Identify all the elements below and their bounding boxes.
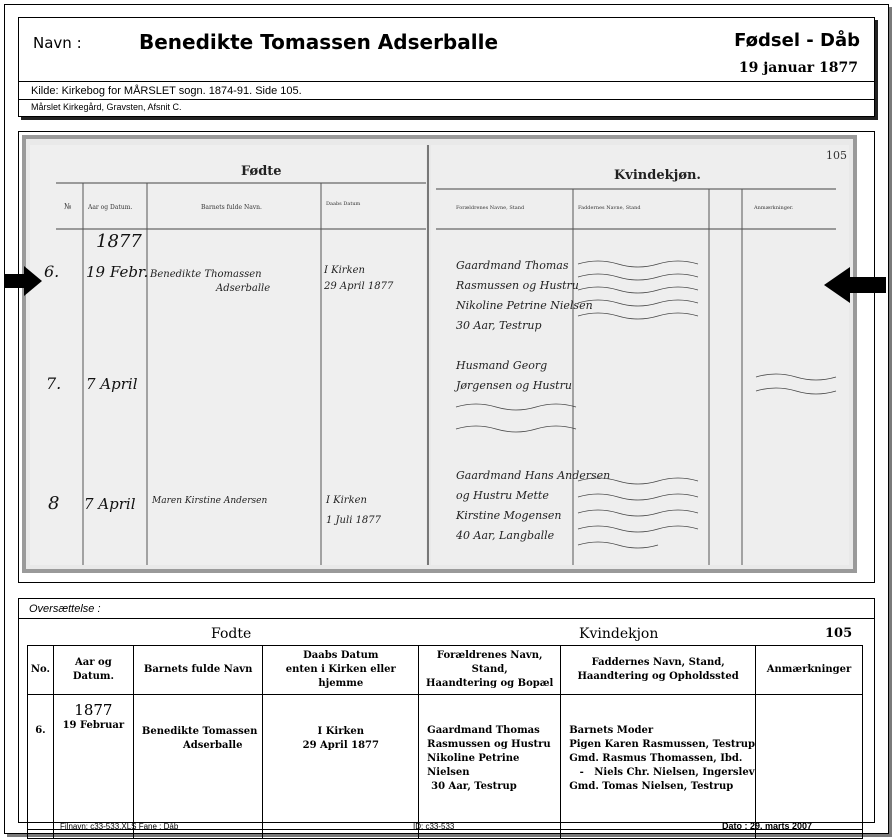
scan-entry-name: Adserballe [216, 283, 271, 294]
divider [19, 81, 874, 82]
name-label: Navn : [33, 34, 82, 52]
table-header-row [28, 646, 863, 695]
header-panel [18, 17, 875, 117]
scan-entry-date: 19 Febr. [86, 263, 149, 281]
scan-col-date: Aar og Datum. [88, 204, 133, 211]
cell-year: 1877 [74, 701, 113, 719]
scan-entry-parents: Jørgensen og Hustru [456, 379, 572, 392]
cell-baptism: I Kirken 29 April 1877 [263, 695, 419, 830]
cell-parents: Gaardmand Thomas Rasmussen og Hustru Nikoline Petrine Nielsen 30 Aar, Testrup [419, 695, 561, 830]
scan-entry-parents: Husmand Georg [456, 359, 548, 372]
scan-entry-name: Benedikte Thomassen [150, 269, 262, 280]
translation-heading-kvindekjon: Kvindekjon [579, 626, 659, 642]
scan-entry-no: 6. [44, 262, 60, 281]
scan-entry-no: 8 [48, 493, 60, 514]
cell-notes [756, 695, 863, 830]
translation-table [27, 645, 863, 839]
scan-entry-parents: Nikoline Petrine Nielsen [456, 299, 593, 312]
cell-date [53, 695, 133, 830]
scan-heading-left: Fødte [241, 164, 282, 179]
footer-id: ID: c33-533 [413, 822, 455, 831]
scan-entry-parents: Gaardmand Hans Andersen [456, 469, 611, 482]
document-type: Fødsel - Dåb [734, 30, 860, 51]
arrow-left-icon [824, 267, 886, 303]
cell-no: 6. [28, 695, 54, 830]
scan-entry-parents: 30 Aar, Testrup [456, 319, 542, 332]
scan-col-parents: Forældrenes Navne, Stand [456, 205, 525, 211]
col-header-date: Aar og Datum. [53, 646, 133, 695]
col-header-godparents: Faddernes Navn, Stand, Haandtering og Opholdssted [561, 646, 756, 695]
col-header-name: Barnets fulde Navn [133, 646, 263, 695]
cell-day: 19 Februar [62, 720, 125, 731]
divider [19, 618, 874, 619]
scan-col-notes: Anmærkninger. [754, 205, 794, 211]
table-row [28, 695, 863, 830]
scan-entry-parents: 40 Aar, Langballe [456, 529, 555, 542]
scan-panel [18, 131, 875, 583]
divider [19, 99, 874, 100]
church-book-scan [22, 135, 857, 573]
scan-entry-year: 1877 [96, 231, 142, 252]
scan-entry-baptism: 1 Juli 1877 [326, 515, 382, 526]
translation-page-number: 105 [825, 626, 853, 641]
translation-heading-fodte: Fodte [211, 626, 252, 642]
footer-filename: Filnavn: c33-533.XLS Fane : Dåb [60, 822, 179, 831]
col-header-no: No. [28, 646, 54, 695]
scan-entry-parents: Kirstine Mogensen [456, 509, 562, 522]
scan-entry-parents: Rasmussen og Hustru [456, 279, 579, 292]
arrow-right-icon [4, 266, 42, 296]
translation-label: Oversættelse : [29, 603, 101, 615]
scan-entry-baptism: 29 April 1877 [324, 281, 394, 292]
burial-place: Mårslet Kirkegård, Gravsten, Afsnit C. [31, 102, 182, 112]
cell-godparents: Barnets Moder Pigen Karen Rasmussen, Testrup Gmd. Rasmus Thomassen, Ibd. - Niels Chr. Nielsen, Ingerslev Gmd. Tomas Nielsen, Testrup [561, 695, 756, 830]
scan-heading-right: Kvindekjøn. [614, 168, 701, 183]
scan-entry-name: Maren Kirstine Andersen [152, 496, 268, 506]
scan-col-baptism: Daabs Datum [326, 201, 361, 207]
scan-entry-date: 7 April [86, 375, 138, 393]
scan-col-name: Barnets fulde Navn. [201, 204, 262, 211]
scan-entry-parents: Gaardmand Thomas [456, 259, 569, 272]
scan-image [26, 139, 853, 569]
scan-entry-parents: og Hustru Mette [456, 489, 549, 502]
scan-entry-baptism: I Kirken [324, 265, 365, 276]
col-header-parents: Forældrenes Navn, Stand, Haandtering og Bopæl [419, 646, 561, 695]
col-header-notes: Anmærkninger [756, 646, 863, 695]
scan-col-godparents: Faddernes Navne, Stand [578, 205, 641, 211]
col-header-baptism: Daabs Datum enten i Kirken eller hjemme [263, 646, 419, 695]
scan-entry-baptism: I Kirken [326, 495, 367, 506]
person-name: Benedikte Tomassen Adserballe [139, 30, 499, 54]
scan-col-no: № [64, 202, 72, 211]
scan-entry-date: 7 April [84, 495, 136, 513]
scan-entry-no: 7. [46, 374, 62, 393]
footer-date: Dato : 29. marts 2007 [722, 821, 813, 831]
event-date: 19 januar 1877 [738, 60, 858, 76]
source-line: Kilde: Kirkebog for MÅRSLET sogn. 1874-91. Side 105. [31, 85, 302, 97]
cell-child-name: Benedikte Tomassen Adserballe [133, 695, 263, 830]
translation-panel [18, 598, 875, 823]
scan-page-number: 105 [826, 149, 847, 162]
